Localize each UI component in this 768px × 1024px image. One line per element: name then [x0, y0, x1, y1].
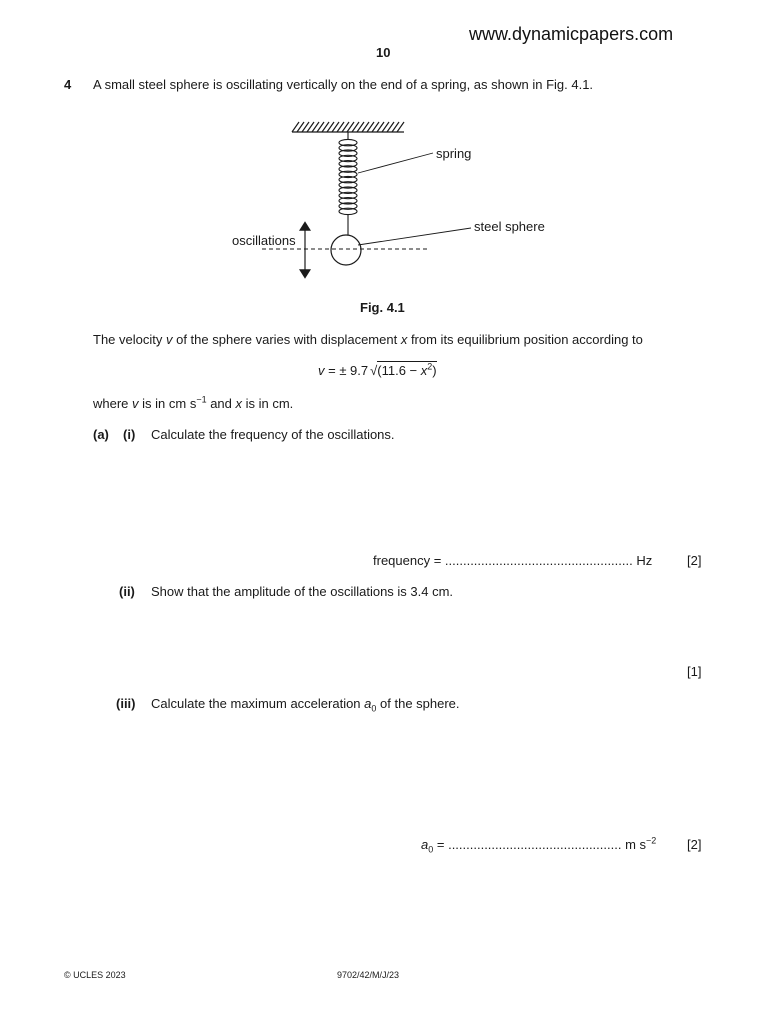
part-a-iii-text: Calculate the maximum acceleration $a_0$ of the sphere.	[151, 696, 460, 714]
part-a-ii-label: (ii)	[119, 584, 135, 599]
steel-sphere	[331, 235, 361, 265]
sphere-leader-line	[358, 228, 471, 245]
website-url: www.dynamicpapers.com	[469, 24, 674, 44]
part-a-label: (a)	[93, 427, 109, 442]
answer-dots[interactable]: ................................................	[448, 837, 622, 852]
acceleration-answer-line: $a_0$ = ................................................ m $s^{-2}$	[421, 835, 657, 855]
part-a-ii-text: Show that the amplitude of the oscillations is 3.4 cm.	[151, 584, 454, 599]
figure-caption: Fig. 4.1	[360, 300, 405, 315]
part-a-iii-label: (iii)	[116, 696, 136, 711]
velocity-equation: v = ± 9.7 $√(11.6 - x^2)$	[318, 361, 437, 378]
equation-intro: The velocity v of the sphere varies with displacement x from its equilibrium position according to	[93, 332, 643, 347]
question-intro: A small steel sphere is oscillating vertically on the end of a spring, as shown in Fig. 4.1.	[93, 77, 594, 92]
sqrt-sign: √	[370, 363, 378, 378]
question-number: 4	[64, 77, 72, 92]
label-steel-sphere: steel sphere	[474, 219, 545, 234]
footer-code: 9702/42/M/J/23	[337, 970, 400, 980]
label-spring: spring	[436, 146, 472, 161]
marks-a-iii: [2]	[687, 837, 702, 852]
units-line: where v is in cm $s^{-1}$ and x is in cm.	[93, 394, 294, 411]
part-a-i-text: Calculate the frequency of the oscillations.	[151, 427, 395, 442]
part-a-i-label: (i)	[123, 427, 136, 442]
spring-coil	[339, 132, 357, 236]
answer-dots[interactable]: ....................................................	[444, 553, 633, 568]
label-oscillations: oscillations	[232, 233, 296, 248]
spring-sphere-diagram	[0, 0, 768, 300]
spring-leader-line	[358, 153, 433, 173]
frequency-answer-line: frequency = .................................................... Hz	[373, 553, 653, 568]
page-number: 10	[376, 45, 391, 60]
footer-copyright: © UCLES 2023	[64, 970, 126, 980]
ceiling-support	[292, 122, 404, 132]
marks-a-ii: [1]	[687, 664, 702, 679]
marks-a-i: [2]	[687, 553, 702, 568]
